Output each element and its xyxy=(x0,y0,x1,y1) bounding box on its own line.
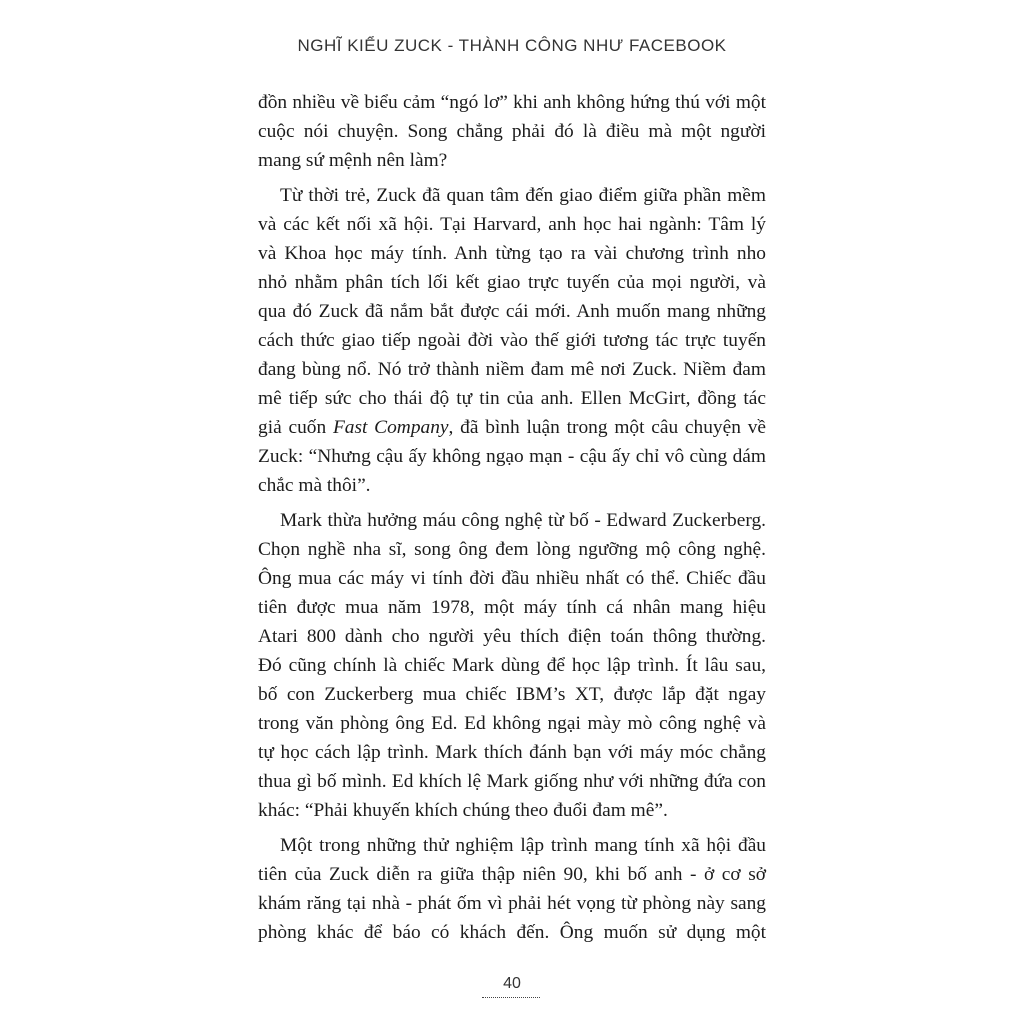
body-text xyxy=(258,88,766,947)
text-line: bố con Zuckerberg mua chiếc IBM’s XT, được lắp đặt ngay xyxy=(258,684,766,705)
text-line: trong văn phòng ông Ed. Ed không ngại mày mò công nghệ và xyxy=(258,713,766,734)
paragraph xyxy=(258,88,766,175)
text-line: và Khoa học máy tính. Anh từng tạo ra vài chương trình nho xyxy=(258,243,766,264)
text-line: chắc mà thôi”. xyxy=(258,475,371,496)
text-line: phòng khác để báo có khách đến. Ông muốn sử dụng một xyxy=(258,922,766,943)
text-line: và các kết nối xã hội. Tại Harvard, anh học hai ngành: Tâm lý xyxy=(258,214,766,235)
text-line: đồn nhiều về biểu cảm “ngó lơ” khi anh không hứng thú với một xyxy=(258,92,766,113)
text-line: Một trong những thử nghiệm lập trình mang tính xã hội đầu xyxy=(280,835,766,856)
text-line: Atari 800 dành cho người yêu thích điện toán thông thường. xyxy=(258,626,766,647)
text-line: tiên của Zuck diễn ra giữa thập niên 90, khi bố anh - ở cơ sở xyxy=(258,864,766,885)
text-line: Ông mua các máy vi tính đời đầu nhiều nhất có thể. Chiếc đầu xyxy=(258,568,766,589)
text-line: khác: “Phải khuyến khích chúng theo đuổi đam mê”. xyxy=(258,800,668,821)
text-line: Từ thời trẻ, Zuck đã quan tâm đến giao điểm giữa phần mềm xyxy=(280,185,766,206)
book-title-italic: Fast Company xyxy=(332,417,449,438)
text-line: mang sứ mệnh nên làm? xyxy=(258,150,448,171)
text-line: đang bùng nổ. Nó trở thành niềm đam mê nơi Zuck. Niềm đam xyxy=(258,359,766,380)
page-number: 40 xyxy=(503,975,521,992)
text-line: mê tiếp sức cho thái độ tự tin của anh. Ellen McGirt, đồng tác xyxy=(258,388,766,409)
text-line: Chọn nghề nha sĩ, song ông đem lòng ngưỡng mộ công nghệ. xyxy=(258,539,766,560)
paragraph xyxy=(258,506,766,825)
text-line xyxy=(258,413,766,442)
text-segment: giả cuốn xyxy=(258,417,333,438)
text-line: qua đó Zuck đã nắm bắt được cái mới. Anh muốn mang những xyxy=(258,301,766,322)
page-number-dotted-rule xyxy=(482,997,540,998)
text-line: Đó cũng chính là chiếc Mark dùng để học lập trình. Ít lâu sau, xyxy=(258,655,766,676)
running-head: NGHĨ KIỂU ZUCK - THÀNH CÔNG NHƯ FACEBOOK xyxy=(297,36,727,55)
text-line: tự học cách lập trình. Mark thích đánh bạn với máy móc chẳng xyxy=(258,742,766,763)
text-line: cách thức giao tiếp ngoài đời vào thế giới tương tác trực tuyến xyxy=(258,330,766,351)
text-line: tiên được mua năm 1978, một máy tính cá nhân mang hiệu xyxy=(258,597,766,618)
paragraph xyxy=(258,831,766,947)
text-line: Mark thừa hưởng máu công nghệ từ bố - Edward Zuckerberg. xyxy=(280,510,766,531)
text-line: cuộc nói chuyện. Song chẳng phải đó là điều mà một người xyxy=(258,121,766,142)
text-line: khám răng tại nhà - phát ốm vì phải hét vọng từ phòng này sang xyxy=(258,893,766,914)
text-line: Zuck: “Nhưng cậu ấy không ngạo mạn - cậu ấy chỉ vô cùng dám xyxy=(258,446,766,467)
paragraph xyxy=(258,181,766,500)
text-segment: , đã bình luận trong một câu chuyện về xyxy=(448,417,767,438)
text-line: thua gì bố mình. Ed khích lệ Mark giống như với những đứa con xyxy=(258,771,766,792)
text-line: nhỏ nhằm phân tích lối kết giao trực tuyến của mọi người, và xyxy=(258,272,766,293)
